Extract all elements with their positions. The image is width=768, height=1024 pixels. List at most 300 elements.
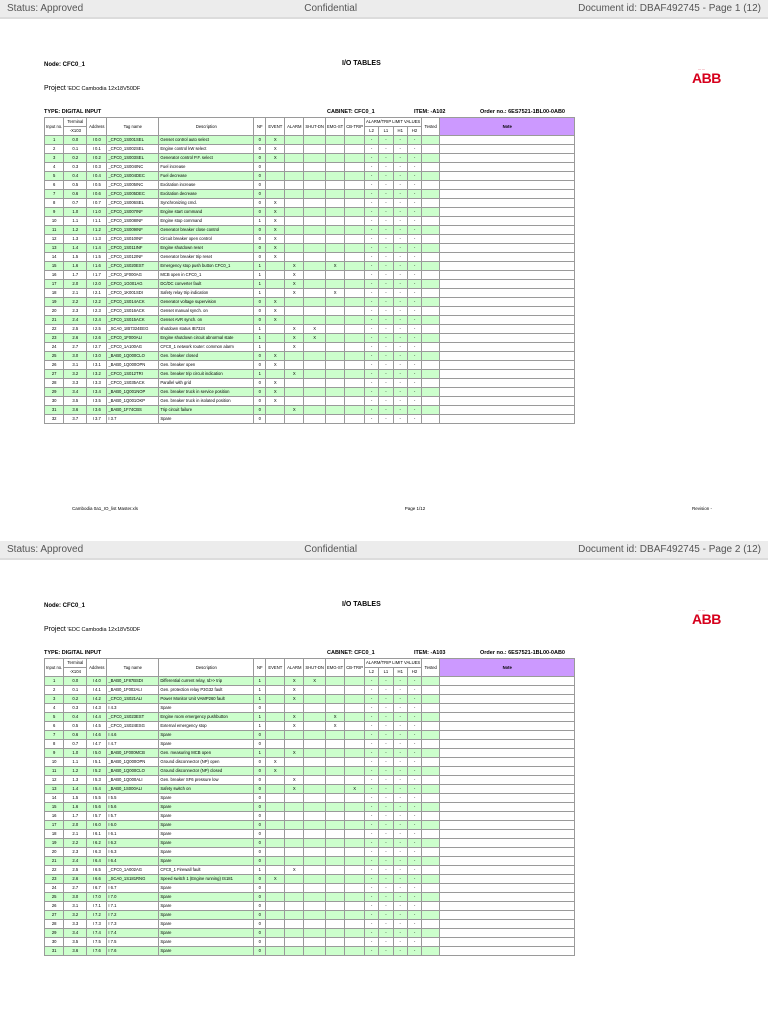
event-cell: X bbox=[266, 379, 285, 388]
event-cell bbox=[266, 415, 285, 424]
tested-cell bbox=[422, 866, 440, 875]
tested-cell bbox=[422, 271, 440, 280]
address-cell: I 1.2 bbox=[87, 226, 107, 235]
nf-cell: 0 bbox=[254, 839, 266, 848]
input-no-cell: 9 bbox=[45, 208, 64, 217]
tested-cell bbox=[422, 821, 440, 830]
limit-cell: - bbox=[379, 190, 393, 199]
limit-cell: - bbox=[407, 695, 421, 704]
nf-cell: 0 bbox=[254, 848, 266, 857]
address-cell: I 2.4 bbox=[87, 316, 107, 325]
alarm-cell: X bbox=[285, 370, 304, 379]
limit-cell: - bbox=[393, 686, 407, 695]
cb-trip-cell bbox=[345, 226, 365, 235]
tag-name-cell: _BAB0_1Q000OPN bbox=[107, 361, 159, 370]
terminal-cell: 2.7 bbox=[64, 343, 87, 352]
input-no-cell: 7 bbox=[45, 731, 64, 740]
description-cell: Spare bbox=[159, 731, 254, 740]
tag-name-cell: _BAB0_1S000ALI bbox=[107, 785, 159, 794]
limit-cell: - bbox=[393, 758, 407, 767]
limit-cell: - bbox=[364, 415, 378, 424]
limit-cell: - bbox=[393, 226, 407, 235]
tag-name-cell: _BAB0_1Q000CLO bbox=[107, 352, 159, 361]
address-cell: I 0.2 bbox=[87, 154, 107, 163]
column-header: Address bbox=[87, 118, 107, 136]
limit-cell: - bbox=[364, 325, 378, 334]
emergency-stop-cell bbox=[325, 749, 344, 758]
alarm-cell bbox=[285, 830, 304, 839]
input-no-cell: 2 bbox=[45, 686, 64, 695]
tag-name-cell: I 5.5 bbox=[107, 794, 159, 803]
table-row bbox=[45, 695, 575, 704]
column-header: EVENT bbox=[266, 118, 285, 136]
tested-cell bbox=[422, 316, 440, 325]
limit-cell: - bbox=[364, 370, 378, 379]
limit-cell: - bbox=[407, 307, 421, 316]
limit-cell: - bbox=[393, 352, 407, 361]
cb-trip-cell bbox=[345, 704, 365, 713]
alarm-cell: X bbox=[285, 749, 304, 758]
emergency-stop-cell bbox=[325, 839, 344, 848]
limit-cell: - bbox=[407, 388, 421, 397]
emergency-stop-cell bbox=[325, 695, 344, 704]
table-row bbox=[45, 866, 575, 875]
event-cell bbox=[266, 740, 285, 749]
tested-cell bbox=[422, 722, 440, 731]
address-cell: I 2.5 bbox=[87, 325, 107, 334]
limit-cell: - bbox=[407, 136, 421, 145]
nf-cell: 0 bbox=[254, 307, 266, 316]
nf-cell: 0 bbox=[254, 902, 266, 911]
limit-cell: - bbox=[364, 271, 378, 280]
table-row bbox=[45, 388, 575, 397]
cb-trip-cell bbox=[345, 397, 365, 406]
emergency-stop-cell bbox=[325, 857, 344, 866]
description-cell: Generator voltage supervision bbox=[159, 298, 254, 307]
shutdown-cell bbox=[304, 920, 326, 929]
cb-trip-cell bbox=[345, 722, 365, 731]
column-header: SHUT-DN bbox=[304, 118, 326, 136]
column-header: EMG-ST bbox=[325, 659, 344, 677]
nf-cell: 0 bbox=[254, 163, 266, 172]
shutdown-cell bbox=[304, 190, 326, 199]
alarm-cell bbox=[285, 154, 304, 163]
input-no-cell: 21 bbox=[45, 316, 64, 325]
alarm-cell: X bbox=[285, 262, 304, 271]
limit-cell: - bbox=[407, 181, 421, 190]
tested-cell bbox=[422, 172, 440, 181]
terminal-cell: 2.4 bbox=[64, 857, 87, 866]
limit-cell: - bbox=[379, 929, 393, 938]
event-cell bbox=[266, 190, 285, 199]
limit-cell: - bbox=[379, 731, 393, 740]
cb-trip-cell bbox=[345, 929, 365, 938]
limit-cell: - bbox=[407, 343, 421, 352]
tested-cell bbox=[422, 325, 440, 334]
note-cell bbox=[440, 316, 575, 325]
description-cell: Gen. breaker SF6 pressure low bbox=[159, 776, 254, 785]
event-cell: X bbox=[266, 199, 285, 208]
limit-cell: - bbox=[407, 929, 421, 938]
column-header: L2 bbox=[364, 668, 378, 677]
status-bar-page-1 bbox=[0, 0, 768, 17]
limit-cell: - bbox=[379, 271, 393, 280]
limit-cell: - bbox=[407, 280, 421, 289]
table-row bbox=[45, 857, 575, 866]
terminal-cell: 1.0 bbox=[64, 749, 87, 758]
shutdown-cell bbox=[304, 271, 326, 280]
address-cell: I 7.5 bbox=[87, 938, 107, 947]
event-cell bbox=[266, 334, 285, 343]
tag-name-cell: I 7.1 bbox=[107, 902, 159, 911]
limit-cell: - bbox=[364, 749, 378, 758]
address-cell: I 3.0 bbox=[87, 352, 107, 361]
emergency-stop-cell bbox=[325, 361, 344, 370]
alarm-cell: X bbox=[285, 406, 304, 415]
limit-cell: - bbox=[364, 731, 378, 740]
terminal-cell: 3.3 bbox=[64, 920, 87, 929]
nf-cell: 0 bbox=[254, 253, 266, 262]
description-cell: Engine shutdown circuit abnormal state bbox=[159, 334, 254, 343]
alarm-cell: X bbox=[285, 325, 304, 334]
note-cell bbox=[440, 695, 575, 704]
tested-cell bbox=[422, 307, 440, 316]
limit-cell: - bbox=[393, 929, 407, 938]
nf-cell: 0 bbox=[254, 938, 266, 947]
tested-cell bbox=[422, 379, 440, 388]
description-cell: shutdown status IB7324 bbox=[159, 325, 254, 334]
tag-name-cell: I 4.3 bbox=[107, 704, 159, 713]
tested-cell bbox=[422, 740, 440, 749]
input-no-cell: 30 bbox=[45, 938, 64, 947]
nf-cell: 0 bbox=[254, 208, 266, 217]
limit-cell: - bbox=[379, 704, 393, 713]
limit-cell: - bbox=[364, 307, 378, 316]
table-header-row bbox=[45, 118, 575, 127]
cb-trip-cell bbox=[345, 352, 365, 361]
tag-name-cell: I 7.0 bbox=[107, 893, 159, 902]
description-cell: Excitation decrease bbox=[159, 190, 254, 199]
limit-cell: - bbox=[364, 379, 378, 388]
cb-trip-cell bbox=[345, 695, 365, 704]
nf-cell: 1 bbox=[254, 289, 266, 298]
description-cell: Gen. breaker open bbox=[159, 361, 254, 370]
terminal-cell: 1.3 bbox=[64, 776, 87, 785]
tested-cell bbox=[422, 875, 440, 884]
limit-cell: - bbox=[407, 740, 421, 749]
alarm-cell bbox=[285, 307, 304, 316]
terminal-cell: 1.1 bbox=[64, 217, 87, 226]
limit-cell: - bbox=[364, 677, 378, 686]
limit-cell: - bbox=[393, 163, 407, 172]
address-cell: I 6.7 bbox=[87, 884, 107, 893]
note-cell bbox=[440, 406, 575, 415]
limit-cell: - bbox=[379, 677, 393, 686]
note-cell bbox=[440, 298, 575, 307]
limit-cell: - bbox=[407, 713, 421, 722]
input-no-cell: 3 bbox=[45, 154, 64, 163]
nf-cell: 1 bbox=[254, 686, 266, 695]
table-row bbox=[45, 902, 575, 911]
alarm-cell bbox=[285, 415, 304, 424]
description-cell: Engine room emergency pushbutton bbox=[159, 713, 254, 722]
input-no-cell: 16 bbox=[45, 271, 64, 280]
emergency-stop-cell bbox=[325, 893, 344, 902]
io-table bbox=[44, 658, 575, 956]
limit-cell: - bbox=[407, 370, 421, 379]
table-row bbox=[45, 145, 575, 154]
note-cell bbox=[440, 199, 575, 208]
limit-cell: - bbox=[379, 749, 393, 758]
limit-cell: - bbox=[364, 334, 378, 343]
limit-cell: - bbox=[393, 821, 407, 830]
note-cell bbox=[440, 244, 575, 253]
description-cell: Spare bbox=[159, 884, 254, 893]
nf-cell: 0 bbox=[254, 190, 266, 199]
shutdown-cell bbox=[304, 812, 326, 821]
limit-cell: - bbox=[379, 875, 393, 884]
tested-cell bbox=[422, 388, 440, 397]
limit-cell: - bbox=[393, 199, 407, 208]
shutdown-cell bbox=[304, 731, 326, 740]
column-header: Address bbox=[87, 659, 107, 677]
input-no-cell: 8 bbox=[45, 740, 64, 749]
limit-cell: - bbox=[379, 370, 393, 379]
cb-trip-cell bbox=[345, 361, 365, 370]
terminal-cell: 3.2 bbox=[64, 370, 87, 379]
terminal-cell: 2.0 bbox=[64, 280, 87, 289]
tag-name-cell: I 7.2 bbox=[107, 911, 159, 920]
limit-cell: - bbox=[393, 677, 407, 686]
limit-cell: - bbox=[379, 740, 393, 749]
terminal-cell: 3.3 bbox=[64, 379, 87, 388]
address-cell: I 6.0 bbox=[87, 821, 107, 830]
terminal-cell: 0.2 bbox=[64, 695, 87, 704]
tag-name-cell: _CFC0_1S008INF bbox=[107, 217, 159, 226]
table-row bbox=[45, 262, 575, 271]
terminal-cell: 0.0 bbox=[64, 677, 87, 686]
note-cell bbox=[440, 163, 575, 172]
event-cell: X bbox=[266, 217, 285, 226]
cb-trip-cell bbox=[345, 830, 365, 839]
table-row bbox=[45, 776, 575, 785]
description-cell: Safety relay trip indication bbox=[159, 289, 254, 298]
limit-cell: - bbox=[364, 758, 378, 767]
shutdown-cell bbox=[304, 397, 326, 406]
limit-cell: - bbox=[379, 893, 393, 902]
tested-cell bbox=[422, 911, 440, 920]
emergency-stop-cell bbox=[325, 758, 344, 767]
shutdown-cell bbox=[304, 172, 326, 181]
nf-cell: 1 bbox=[254, 271, 266, 280]
description-cell: Engine start command bbox=[159, 208, 254, 217]
limit-cell: - bbox=[379, 262, 393, 271]
cb-trip-cell bbox=[345, 812, 365, 821]
svg-text:ABB: ABB bbox=[692, 70, 721, 86]
limit-cell: - bbox=[364, 262, 378, 271]
footer-revision: Revision - bbox=[691, 506, 712, 511]
limit-cell: - bbox=[364, 794, 378, 803]
input-no-cell: 15 bbox=[45, 262, 64, 271]
event-cell: X bbox=[266, 758, 285, 767]
tag-name-cell: _CFC0_1F000AG bbox=[107, 271, 159, 280]
cb-trip-cell bbox=[345, 334, 365, 343]
description-cell: Generator breaker close control bbox=[159, 226, 254, 235]
limit-cell: - bbox=[379, 199, 393, 208]
column-header: Note bbox=[440, 118, 575, 136]
shutdown-cell bbox=[304, 253, 326, 262]
table-row bbox=[45, 911, 575, 920]
input-no-cell: 17 bbox=[45, 821, 64, 830]
limit-cell: - bbox=[393, 307, 407, 316]
limit-cell: - bbox=[379, 866, 393, 875]
shutdown-cell bbox=[304, 262, 326, 271]
address-cell: I 2.2 bbox=[87, 298, 107, 307]
emergency-stop-cell bbox=[325, 217, 344, 226]
cb-trip-cell bbox=[345, 920, 365, 929]
terminal-cell: 0.7 bbox=[64, 199, 87, 208]
terminal-cell: 3.2 bbox=[64, 911, 87, 920]
event-cell bbox=[266, 262, 285, 271]
event-cell: X bbox=[266, 244, 285, 253]
shutdown-cell bbox=[304, 695, 326, 704]
description-cell: Spare bbox=[159, 821, 254, 830]
description-cell: Spare bbox=[159, 803, 254, 812]
tested-cell bbox=[422, 334, 440, 343]
address-cell: I 2.6 bbox=[87, 334, 107, 343]
emergency-stop-cell: X bbox=[325, 289, 344, 298]
terminal-cell: 1.7 bbox=[64, 271, 87, 280]
note-cell bbox=[440, 334, 575, 343]
nf-cell: 0 bbox=[254, 731, 266, 740]
limit-cell: - bbox=[364, 686, 378, 695]
terminal-cell: 1.2 bbox=[64, 767, 87, 776]
limit-cell: - bbox=[407, 352, 421, 361]
confidential-text: Confidential bbox=[304, 544, 358, 555]
limit-cell: - bbox=[393, 289, 407, 298]
terminal-cell: 0.4 bbox=[64, 713, 87, 722]
address-cell: I 1.6 bbox=[87, 262, 107, 271]
cb-trip-cell bbox=[345, 884, 365, 893]
table-row bbox=[45, 163, 575, 172]
limit-cell: - bbox=[393, 938, 407, 947]
emergency-stop-cell: X bbox=[325, 722, 344, 731]
input-no-cell: 15 bbox=[45, 803, 64, 812]
column-header: ALARM bbox=[285, 118, 304, 136]
note-cell bbox=[440, 830, 575, 839]
note-cell bbox=[440, 893, 575, 902]
limit-cell: - bbox=[393, 803, 407, 812]
limit-cell: - bbox=[379, 415, 393, 424]
address-cell: I 4.1 bbox=[87, 686, 107, 695]
tested-cell bbox=[422, 370, 440, 379]
limit-cell: - bbox=[407, 172, 421, 181]
description-cell: Ground disconnector (NP) open bbox=[159, 758, 254, 767]
shutdown-cell bbox=[304, 415, 326, 424]
limit-cell: - bbox=[379, 154, 393, 163]
note-cell bbox=[440, 812, 575, 821]
limit-cell: - bbox=[364, 857, 378, 866]
limit-cell: - bbox=[393, 857, 407, 866]
limit-cell: - bbox=[393, 767, 407, 776]
event-cell: X bbox=[266, 307, 285, 316]
cb-trip-cell bbox=[345, 875, 365, 884]
limit-cell: - bbox=[379, 776, 393, 785]
emergency-stop-cell bbox=[325, 154, 344, 163]
input-no-cell: 12 bbox=[45, 235, 64, 244]
limit-cell: - bbox=[407, 415, 421, 424]
limit-cell: - bbox=[393, 280, 407, 289]
cb-trip-cell bbox=[345, 794, 365, 803]
limit-cell: - bbox=[364, 352, 378, 361]
nf-cell: 0 bbox=[254, 154, 266, 163]
tested-cell bbox=[422, 848, 440, 857]
shutdown-cell: X bbox=[304, 325, 326, 334]
limit-cell: - bbox=[364, 893, 378, 902]
shutdown-cell bbox=[304, 929, 326, 938]
limit-cell: - bbox=[407, 145, 421, 154]
cb-trip-cell bbox=[345, 731, 365, 740]
input-no-cell: 24 bbox=[45, 343, 64, 352]
limit-cell: - bbox=[364, 343, 378, 352]
column-header: ALARM/TRIP LIMIT VALUES bbox=[364, 118, 421, 127]
address-cell: I 7.1 bbox=[87, 902, 107, 911]
limit-cell: - bbox=[407, 325, 421, 334]
limit-cell: - bbox=[364, 154, 378, 163]
tested-cell bbox=[422, 343, 440, 352]
address-cell: I 3.2 bbox=[87, 370, 107, 379]
limit-cell: - bbox=[407, 803, 421, 812]
table-row bbox=[45, 154, 575, 163]
cb-trip-cell bbox=[345, 406, 365, 415]
nf-cell: 1 bbox=[254, 722, 266, 731]
terminal-cell: 2.7 bbox=[64, 884, 87, 893]
address-cell: I 5.5 bbox=[87, 794, 107, 803]
note-cell bbox=[440, 235, 575, 244]
shutdown-cell bbox=[304, 289, 326, 298]
tested-cell bbox=[422, 289, 440, 298]
description-cell: Gen. breaker truck in service position bbox=[159, 388, 254, 397]
event-cell bbox=[266, 812, 285, 821]
terminal-cell: 0.4 bbox=[64, 172, 87, 181]
note-cell bbox=[440, 794, 575, 803]
note-cell bbox=[440, 370, 575, 379]
limit-cell: - bbox=[407, 749, 421, 758]
address-cell: I 6.6 bbox=[87, 875, 107, 884]
nf-cell: 0 bbox=[254, 406, 266, 415]
tag-name-cell: _BAB0_1F000MCB bbox=[107, 749, 159, 758]
table-row bbox=[45, 289, 575, 298]
emergency-stop-cell bbox=[325, 821, 344, 830]
description-cell: Engine shutdown reset bbox=[159, 244, 254, 253]
limit-cell: - bbox=[379, 253, 393, 262]
limit-cell: - bbox=[364, 217, 378, 226]
shutdown-cell bbox=[304, 704, 326, 713]
address-cell: I 7.4 bbox=[87, 929, 107, 938]
nf-cell: 1 bbox=[254, 262, 266, 271]
description-cell: Spare bbox=[159, 812, 254, 821]
description-cell: Generator breaker trip reset bbox=[159, 253, 254, 262]
description-cell: Spare bbox=[159, 911, 254, 920]
address-cell: I 1.4 bbox=[87, 244, 107, 253]
limit-cell: - bbox=[379, 352, 393, 361]
limit-cell: - bbox=[364, 397, 378, 406]
input-no-cell: 19 bbox=[45, 839, 64, 848]
event-cell bbox=[266, 920, 285, 929]
address-cell: I 5.3 bbox=[87, 776, 107, 785]
alarm-cell: X bbox=[285, 713, 304, 722]
tested-cell bbox=[422, 190, 440, 199]
